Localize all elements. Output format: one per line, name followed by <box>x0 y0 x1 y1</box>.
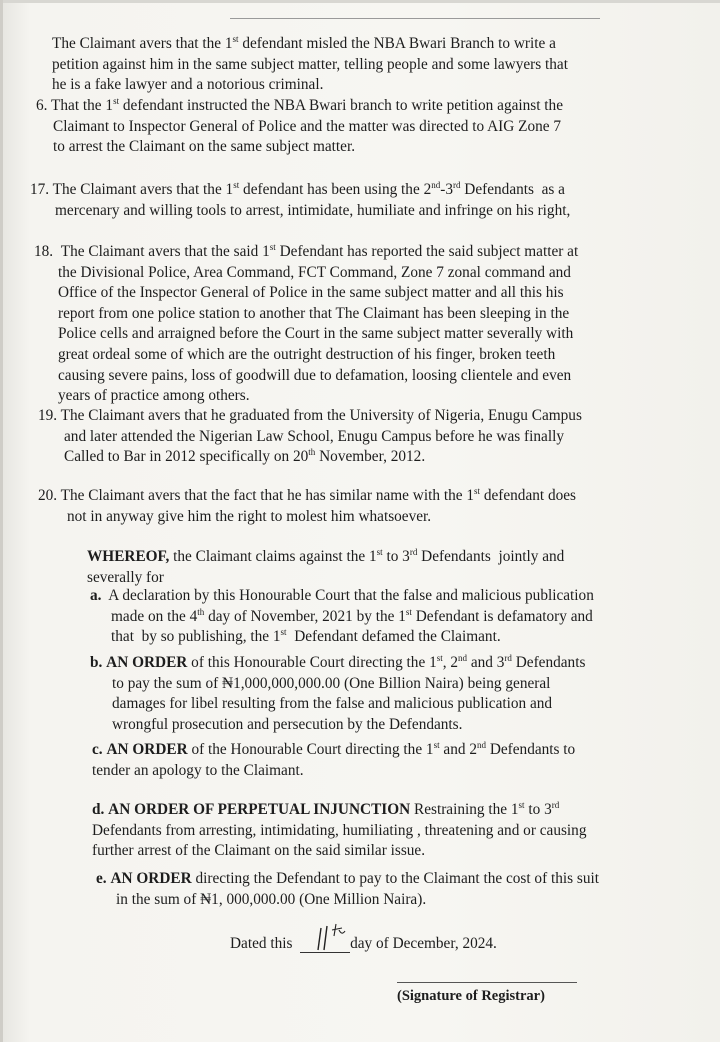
text-line: petition against him in the same subject matter, telling people and some lawyers that <box>52 55 568 73</box>
dated-line <box>230 934 550 955</box>
claim-a <box>90 586 650 648</box>
text-line: great ordeal some of which are the outright destruction of his finger, broken teeth <box>58 345 556 363</box>
text-line: Claimant to Inspector General of Police and the matter was directed to AIG Zone 7 <box>53 117 562 135</box>
text-line: Called to Bar in 2012 specifically on 20th November, 2012. <box>64 447 426 466</box>
text-line: tender an apology to the Claimant. <box>92 761 304 779</box>
paragraph-17 <box>30 180 660 221</box>
text-line: WHEREOF, the Claimant claims against the 1st to 3rd Defendants jointly and <box>87 546 565 565</box>
text-line: report from one police station to another that The Claimant has been sleeping in the <box>58 304 570 322</box>
text-line: further arrest of the Claimant on the said similar issue. <box>92 842 426 860</box>
text-line: e. AN ORDER directing the Defendant to pay to the Claimant the cost of this suit <box>96 870 600 887</box>
text-line: made on the 4th day of November, 2021 by the 1st Defendant is defamatory and <box>111 606 593 625</box>
text-line: 19. The Claimant avers that he graduated from the University of Nigeria, Enugu Campus <box>38 407 582 424</box>
text-line: 20. The Claimant avers that the fact that he has similar name with the 1st defendant does <box>38 485 576 504</box>
text-line: a. A declaration by this Honourable Court that the false and malicious publication <box>90 587 594 604</box>
dated-suffix: day of December, 2024. <box>350 935 497 952</box>
signature-label: (Signature of Registrar) <box>397 988 545 1004</box>
text-line: the Divisional Police, Area Command, FCT Command, Zone 7 zonal command and <box>58 263 571 281</box>
text-line: Police cells and arraigned before the Court in the same subject matter severally with <box>58 325 574 343</box>
text-line: The Claimant avers that the 1st defendant misled the NBA Bwari Branch to write a <box>52 33 556 52</box>
text-line: in the sum of ₦1, 000,000.00 (One Million Naira). <box>116 890 427 908</box>
text-line: causing severe pains, loss of goodwill due to defamation, loosing clientele and even <box>58 366 572 384</box>
text-line: d. AN ORDER OF PERPETUAL INJUNCTION Restraining the 1st to 3rd <box>92 799 560 818</box>
text-line: 17. The Claimant avers that the 1st defendant has been using the 2nd-3rd Defendants as a <box>30 179 565 198</box>
paragraph-15-continuation <box>52 34 652 96</box>
whereof-clause <box>87 547 657 588</box>
text-line: Office of the Inspector General of Police in the same subject matter and all this his <box>58 284 564 302</box>
text-line: to pay the sum of ₦1,000,000,000.00 (One Billion Naira) being general <box>112 674 551 692</box>
text-line: severally for <box>87 568 164 586</box>
text-line: 6. That the 1st defendant instructed the NBA Bwari branch to write petition against the <box>36 95 563 114</box>
paragraph-20 <box>38 486 668 527</box>
text-line: he is a fake lawyer and a notorious criminal. <box>52 76 324 94</box>
claim-e <box>96 869 656 910</box>
paragraph-18 <box>34 242 664 407</box>
text-line: b. AN ORDER of this Honourable Court directing the 1st, 2nd and 3rd Defendants <box>90 652 586 671</box>
text-line: damages for libel resulting from the false and malicious publication and <box>112 695 553 713</box>
signature-line <box>397 982 577 983</box>
claim-b <box>90 653 650 735</box>
text-line: not in anyway give him the right to molest him whatsoever. <box>67 507 432 525</box>
claim-d <box>92 800 652 862</box>
handwritten-day <box>312 920 352 954</box>
text-line: c. AN ORDER of the Honourable Court directing the 1st and 2nd Defendants to <box>92 739 576 758</box>
top-rule <box>230 18 600 19</box>
text-line: mercenary and willing tools to arrest, intimidate, humiliate and infringe on his right, <box>55 201 571 219</box>
claim-c <box>92 740 652 781</box>
top-edge <box>0 0 720 3</box>
dated-prefix: Dated this <box>230 935 293 952</box>
text-line: wrongful prosecution and persecution by the Defendants. <box>112 715 463 733</box>
text-line: that by so publishing, the 1st Defendant defamed the Claimant. <box>111 627 501 646</box>
text-line: and later attended the Nigerian Law School, Enugu Campus before he was finally <box>64 427 564 445</box>
paragraph-19 <box>38 406 668 468</box>
paragraph-16 <box>36 96 656 158</box>
text-line: Defendants from arresting, intimidating, humiliating , threatening and or causing <box>92 821 587 839</box>
text-line: to arrest the Claimant on the same subject matter. <box>53 138 356 156</box>
text-line: years of practice among others. <box>58 387 250 405</box>
left-edge <box>0 0 3 1042</box>
text-line: 18. The Claimant avers that the said 1st Defendant has reported the said subject matter at <box>34 241 579 260</box>
